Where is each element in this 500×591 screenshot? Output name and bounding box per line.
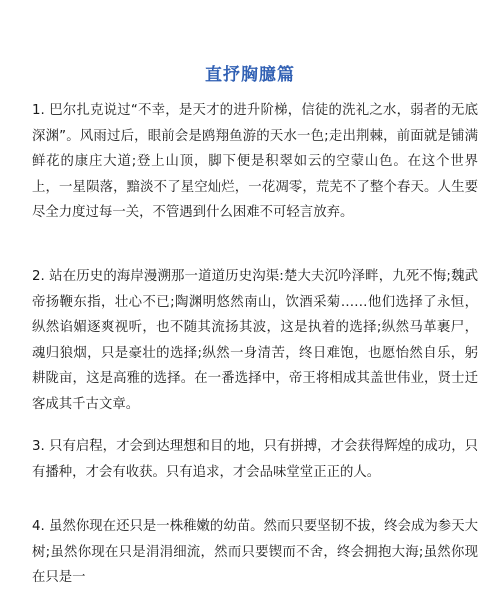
article-title: 直抒胸臆篇	[205, 65, 295, 85]
paragraph-2: 2. 站在历史的海岸漫溯那一道道历史沟渠:楚大夫沉吟泽畔，九死不悔;魏武帝扬鞭东指，壮心不已;陶渊明悠然南山，饮酒采菊……他们选择了永恒，纵然谄媚逐爽视听，也不随其流扬其波，这是执着的选择;纵然马革裹尸，魂归狼烟，只是豪壮的选择;纵然一身清苦，终日难饱，也愿怡然自乐，躬耕陇亩，这是高雅的选择。在一番选择中，帝王将相成其盖世伟业，贤士迁客成其千古文章。	[32, 269, 478, 412]
paragraph-4: 4. 虽然你现在还只是一株稚嫩的幼苗。然而只要坚韧不拔，终会成为参天大树;虽然你现在只是涓涓细流，然而只要锲而不舍，终会拥抱大海;虽然你现在只是一	[32, 519, 478, 585]
paragraph-3: 3. 只有启程，才会到达理想和目的地，只有拼搏，才会获得辉煌的成功，只有播种，才会有收获。只有追求，才会品味堂堂正正的人。	[32, 439, 478, 480]
paragraph-1: 1. 巴尔扎克说过“不幸，是天才的进升阶梯，信徒的洗礼之水，弱者的无底深渊”。风雨过后，眼前会是鸥翔鱼游的天水一色;走出荆棘，前面就是铺满鲜花的康庄大道;登上山顶，脚下便是积翠如云的空蒙山色。在这个世界上，一星陨落，黯淡不了星空灿烂，一花凋零，荒芜不了整个春天。人生要尽全力度过每一关，不管遇到什么困难不可轻言放弃。	[32, 103, 478, 220]
